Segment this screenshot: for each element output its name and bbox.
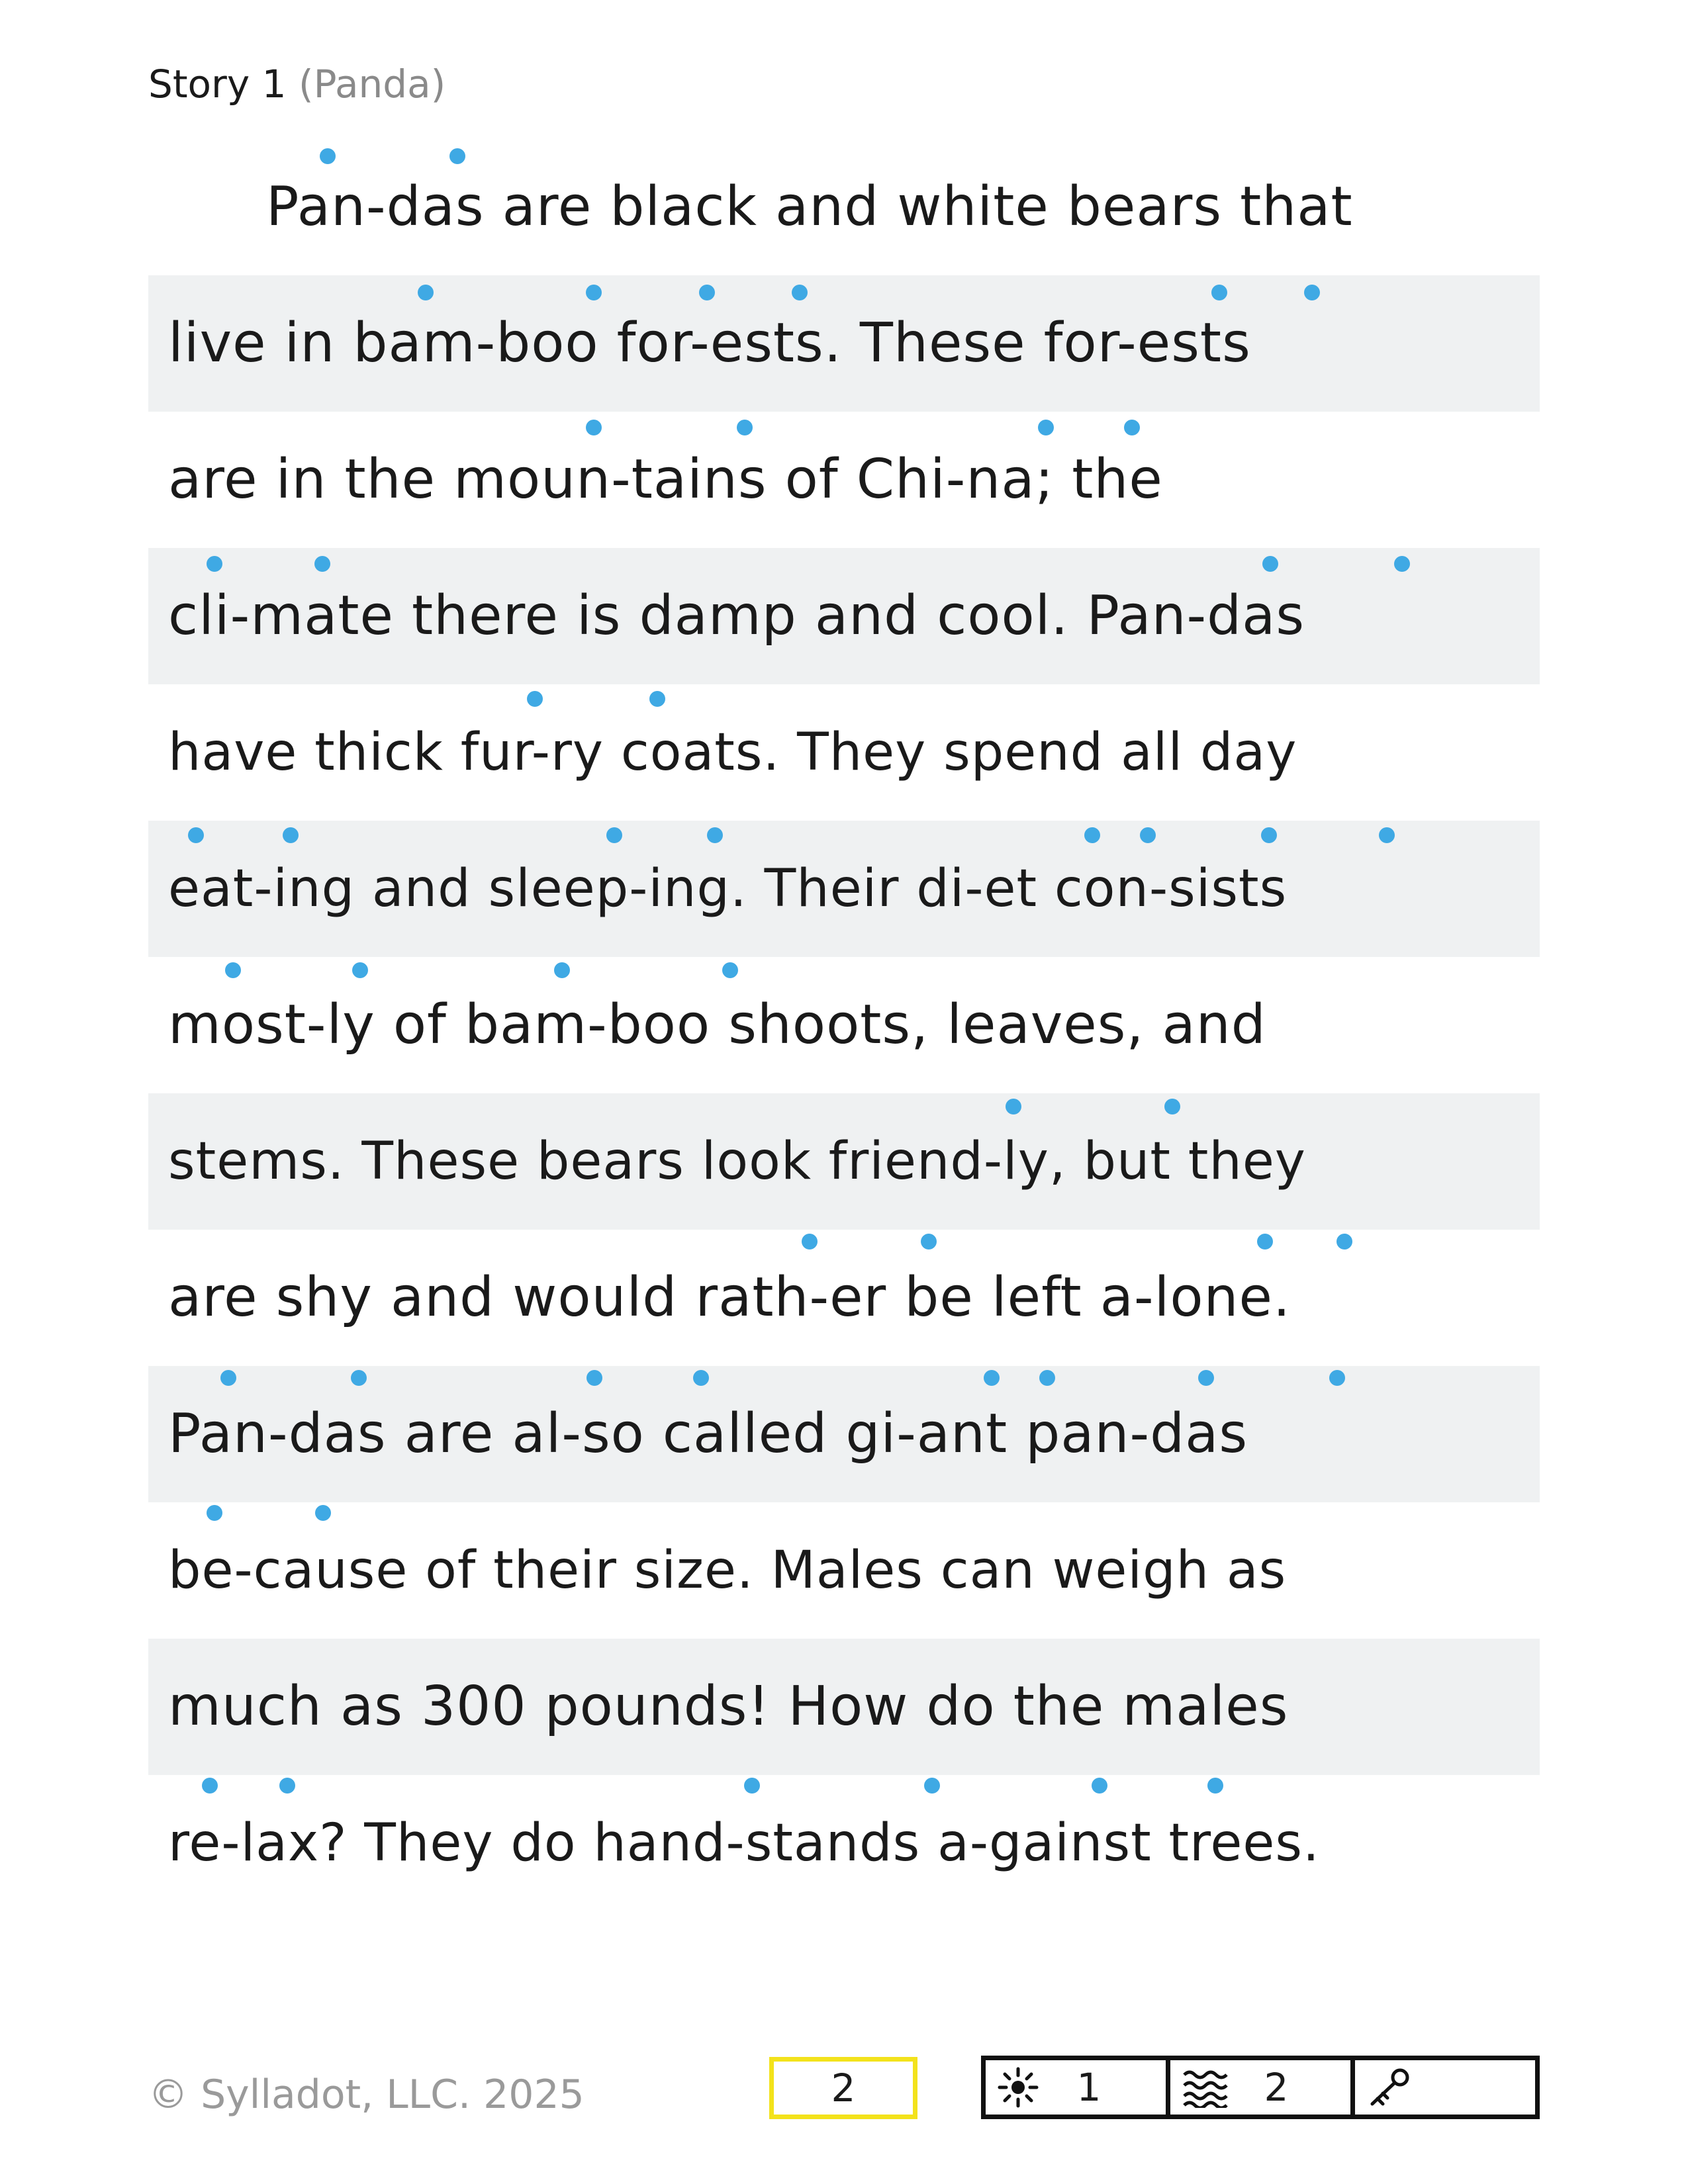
syllable-dot (1379, 827, 1395, 843)
passage-line-text: be-cause of their size. Males can weigh as (168, 1541, 1287, 1600)
passage-line (148, 1502, 1540, 1639)
syllable-dot (1038, 420, 1054, 435)
passage-line-text: cli-mate there is damp and cool. Pan-das (168, 584, 1305, 647)
passage-line-text: stems. These bears look friend-ly, but they (168, 1132, 1306, 1191)
page-number: 2 (831, 2066, 856, 2111)
sun-icon (998, 2067, 1039, 2108)
syllable-dot (314, 556, 330, 572)
syllable-dot (188, 827, 204, 843)
passage-line (148, 821, 1540, 957)
syllable-dot (449, 148, 465, 164)
passage-line (148, 275, 1540, 412)
syllable-dot (586, 1370, 602, 1386)
syllable-dot (315, 1505, 331, 1521)
passage-line (148, 684, 1540, 821)
syllable-dot (722, 962, 738, 978)
passage-line (148, 1366, 1540, 1502)
meta-cell-sun (986, 2060, 1166, 2115)
syllable-dot (1140, 827, 1156, 843)
story-title-main: Story 1 (148, 62, 287, 107)
syllable-dot (802, 1234, 818, 1250)
syllable-dot (699, 285, 715, 300)
key-icon (1367, 2067, 1413, 2108)
syllable-dot (283, 827, 299, 843)
passage-line (148, 1093, 1540, 1230)
syllable-dot (924, 1778, 940, 1794)
syllable-dot (1006, 1099, 1021, 1115)
syllable-dot (586, 285, 602, 300)
syllable-dot (693, 1370, 709, 1386)
syllable-dot (792, 285, 808, 300)
syllable-dot (1124, 420, 1140, 435)
meta-value-sun: 1 (1076, 2065, 1102, 2110)
syllable-dot (1211, 285, 1227, 300)
syllable-dot (320, 148, 336, 164)
syllable-dot (707, 827, 723, 843)
meta-value-waves: 2 (1264, 2065, 1289, 2110)
syllable-dot (586, 420, 602, 435)
syllable-dot (207, 1505, 222, 1521)
passage-line-text: eat-ing and sleep-ing. Their di-et con-sists (168, 859, 1288, 919)
syllable-dot (1198, 1370, 1214, 1386)
syllable-dot (744, 1778, 760, 1794)
syllable-dot (1304, 285, 1320, 300)
syllable-dot (202, 1778, 218, 1794)
syllable-dot (1084, 827, 1100, 843)
syllable-dot (1092, 1778, 1107, 1794)
syllable-dot (737, 420, 753, 435)
syllable-dot (1164, 1099, 1180, 1115)
copyright-notice: © Sylladot, LLC. 2025 (148, 2071, 585, 2118)
syllable-dot (984, 1370, 1000, 1386)
passage-line (148, 1639, 1540, 1775)
passage-line (148, 548, 1540, 684)
syllable-dot (1261, 827, 1277, 843)
passage-line-text: most-ly of bam-boo shoots, leaves, and (168, 993, 1266, 1056)
syllable-dot (220, 1370, 236, 1386)
passage-line (148, 1230, 1540, 1366)
syllable-dot (225, 962, 241, 978)
passage-line-text: much as 300 pounds! How do the males (168, 1675, 1289, 1738)
passage-line-text: have thick fur-ry coats. They spend all day (168, 723, 1297, 782)
syllable-dot (351, 1370, 367, 1386)
passage-line-text: are shy and would rath-er be left a-lone. (168, 1266, 1291, 1329)
passage-line-text: re-lax? They do hand-stands a-gainst trees. (168, 1813, 1320, 1873)
passage-line-text: Pan-das are black and white bears that (266, 175, 1353, 238)
passage-line-text: are in the moun-tains of Chi-na; the (168, 448, 1163, 511)
syllable-dot (207, 556, 222, 572)
syllable-dot (1262, 556, 1278, 572)
syllable-dot (1336, 1234, 1352, 1250)
story-title (148, 62, 446, 107)
passage-line-text: live in bam-boo for-ests. These for-ests (168, 312, 1251, 375)
syllable-dot (279, 1778, 295, 1794)
syllable-dot (527, 691, 543, 707)
syllable-dot (1257, 1234, 1273, 1250)
story-title-subtitle: (Panda) (299, 62, 446, 107)
syllable-dot (418, 285, 434, 300)
story-meta-panel (981, 2056, 1540, 2119)
page-number-box (769, 2057, 917, 2119)
meta-cell-key (1350, 2060, 1535, 2115)
passage-line-text: Pan-das are al-so called gi-ant pan-das (168, 1402, 1248, 1465)
passage-line (148, 412, 1540, 548)
syllable-dot (606, 827, 622, 843)
story-passage (148, 139, 1540, 1911)
meta-cell-waves (1166, 2060, 1350, 2115)
syllable-dot (1329, 1370, 1345, 1386)
syllable-dot (1207, 1778, 1223, 1794)
waves-icon (1182, 2067, 1229, 2108)
syllable-dot (1394, 556, 1410, 572)
syllable-dot (649, 691, 665, 707)
syllable-dot (352, 962, 368, 978)
syllable-dot (554, 962, 570, 978)
passage-line (148, 1775, 1540, 1911)
syllable-dot (921, 1234, 937, 1250)
syllable-dot (1039, 1370, 1055, 1386)
passage-line (148, 139, 1540, 275)
